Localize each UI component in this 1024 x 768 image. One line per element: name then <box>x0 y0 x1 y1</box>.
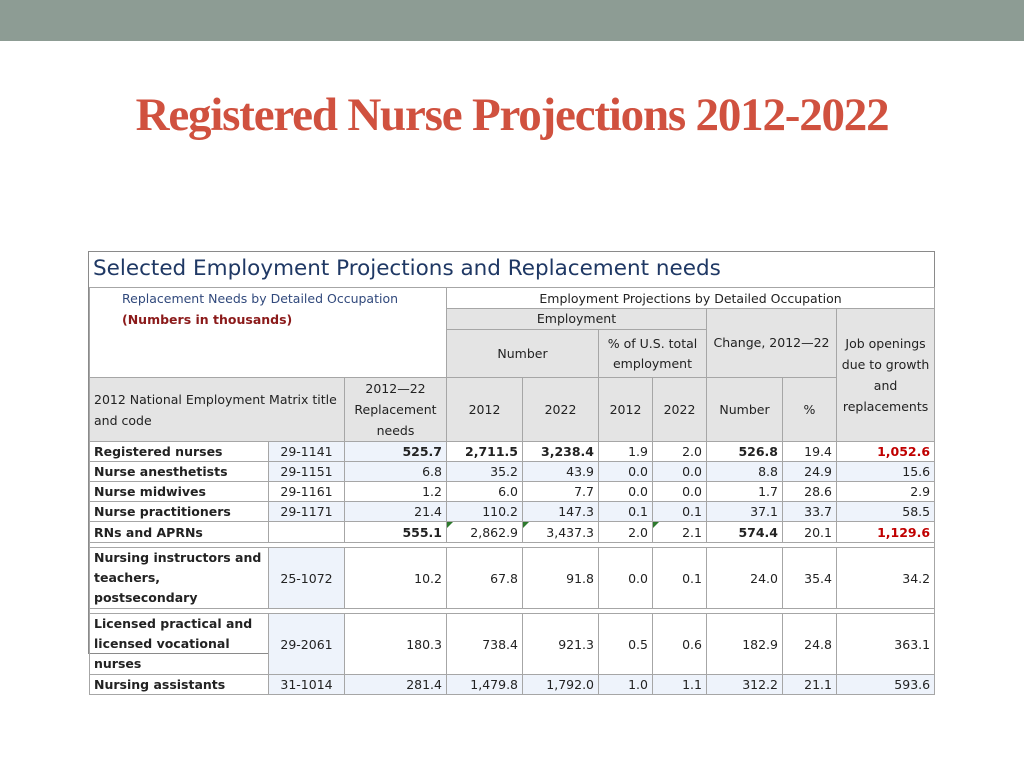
change-header: Change, 2012—22 <box>707 309 837 378</box>
row-pct-2012: 0.5 <box>599 614 653 675</box>
row-pct-2012: 0.0 <box>599 482 653 502</box>
row-replacement: 180.3 <box>345 614 447 675</box>
row-pct-2022: 0.6 <box>653 614 707 675</box>
row-openings: 58.5 <box>837 502 935 522</box>
row-replacement: 21.4 <box>345 502 447 522</box>
row-emp-2022: 3,437.3 <box>523 522 599 543</box>
table-row <box>90 522 935 543</box>
row-code: 29-1141 <box>269 442 345 462</box>
row-title: Nursing instructors and teachers, postsecondary <box>90 548 269 609</box>
row-emp-2022: 91.8 <box>523 548 599 609</box>
row-emp-2022: 7.7 <box>523 482 599 502</box>
table-row <box>90 614 935 675</box>
table-heading: Selected Employment Projections and Replacement needs <box>93 256 721 281</box>
row-title: Registered nurses <box>90 442 269 462</box>
table-row <box>90 675 935 695</box>
row-code: 31-1014 <box>269 675 345 695</box>
row-emp-2022: 147.3 <box>523 502 599 522</box>
row-emp-2012: 2,862.9 <box>447 522 523 543</box>
row-change-pct: 24.9 <box>783 462 837 482</box>
row-pct-2012: 0.0 <box>599 548 653 609</box>
row-code: 29-2061 <box>269 614 345 675</box>
row-code: 29-1171 <box>269 502 345 522</box>
row-openings: 34.2 <box>837 548 935 609</box>
row-emp-2022: 3,238.4 <box>523 442 599 462</box>
row-emp-2012: 35.2 <box>447 462 523 482</box>
emp-2022-header: 2022 <box>523 378 599 442</box>
row-openings: 1,129.6 <box>837 522 935 543</box>
row-emp-2012: 110.2 <box>447 502 523 522</box>
pct-2012-header: 2012 <box>599 378 653 442</box>
table-row <box>90 502 935 522</box>
row-emp-2012: 6.0 <box>447 482 523 502</box>
row-code <box>269 522 345 543</box>
row-emp-2012: 2,711.5 <box>447 442 523 462</box>
row-code: 25-1072 <box>269 548 345 609</box>
row-title: Licensed practical and licensed vocational nurses <box>90 614 269 675</box>
row-pct-2012: 2.0 <box>599 522 653 543</box>
row-change-number: 182.9 <box>707 614 783 675</box>
replacement-needs-header: 2012—22 Replacement needs <box>345 378 447 442</box>
row-change-number: 37.1 <box>707 502 783 522</box>
row-pct-2022: 0.1 <box>653 548 707 609</box>
table-row <box>90 548 935 609</box>
row-pct-2022: 0.0 <box>653 482 707 502</box>
row-change-number: 8.8 <box>707 462 783 482</box>
row-change-pct: 21.1 <box>783 675 837 695</box>
top-banner <box>0 0 1024 41</box>
row-openings: 593.6 <box>837 675 935 695</box>
row-pct-2022: 2.0 <box>653 442 707 462</box>
row-openings: 2.9 <box>837 482 935 502</box>
left-header-cell <box>90 288 447 378</box>
row-pct-2022: 0.1 <box>653 502 707 522</box>
row-change-pct: 33.7 <box>783 502 837 522</box>
row-change-pct: 20.1 <box>783 522 837 543</box>
row-title: Nurse practitioners <box>90 502 269 522</box>
row-pct-2012: 1.0 <box>599 675 653 695</box>
employment-header: Employment <box>447 309 707 330</box>
change-number-header: Number <box>707 378 783 442</box>
row-replacement: 555.1 <box>345 522 447 543</box>
right-header: Employment Projections by Detailed Occupation <box>447 288 935 309</box>
row-openings: 1,052.6 <box>837 442 935 462</box>
row-emp-2022: 43.9 <box>523 462 599 482</box>
number-header: Number <box>447 330 599 378</box>
row-openings: 363.1 <box>837 614 935 675</box>
left-header: Replacement Needs by Detailed Occupation <box>122 291 399 306</box>
row-title: Nursing assistants <box>90 675 269 695</box>
row-pct-2012: 0.0 <box>599 462 653 482</box>
row-change-pct: 19.4 <box>783 442 837 462</box>
matrix-title-header: 2012 National Employment Matrix title and code <box>90 378 345 442</box>
row-title: Nurse midwives <box>90 482 269 502</box>
row-change-pct: 35.4 <box>783 548 837 609</box>
row-replacement: 281.4 <box>345 675 447 695</box>
projections-table-image <box>88 251 935 692</box>
change-pct-header: % <box>783 378 837 442</box>
row-change-number: 1.7 <box>707 482 783 502</box>
row-pct-2022: 0.0 <box>653 462 707 482</box>
row-replacement: 525.7 <box>345 442 447 462</box>
row-pct-2012: 0.1 <box>599 502 653 522</box>
row-emp-2012: 1,479.8 <box>447 675 523 695</box>
job-openings-header: Job openings due to growth and replacements <box>837 309 935 442</box>
row-code: 29-1161 <box>269 482 345 502</box>
slide-title: Registered Nurse Projections 2012-2022 <box>135 89 889 141</box>
projections-table <box>89 287 935 695</box>
row-pct-2022: 1.1 <box>653 675 707 695</box>
table-row <box>90 482 935 502</box>
row-title: RNs and APRNs <box>90 522 269 543</box>
row-emp-2022: 921.3 <box>523 614 599 675</box>
row-title: Nurse anesthetists <box>90 462 269 482</box>
pct-total-header: % of U.S. total employment <box>599 330 707 378</box>
row-emp-2012: 738.4 <box>447 614 523 675</box>
row-change-number: 526.8 <box>707 442 783 462</box>
table-row <box>90 462 935 482</box>
row-emp-2022: 1,792.0 <box>523 675 599 695</box>
row-change-number: 312.2 <box>707 675 783 695</box>
row-pct-2022: 2.1 <box>653 522 707 543</box>
row-change-number: 574.4 <box>707 522 783 543</box>
table-row <box>90 442 935 462</box>
units-note: (Numbers in thousands) <box>122 312 293 327</box>
row-change-pct: 24.8 <box>783 614 837 675</box>
emp-2012-header: 2012 <box>447 378 523 442</box>
row-replacement: 10.2 <box>345 548 447 609</box>
row-change-number: 24.0 <box>707 548 783 609</box>
row-change-pct: 28.6 <box>783 482 837 502</box>
row-pct-2012: 1.9 <box>599 442 653 462</box>
row-openings: 15.6 <box>837 462 935 482</box>
row-replacement: 6.8 <box>345 462 447 482</box>
row-emp-2012: 67.8 <box>447 548 523 609</box>
row-code: 29-1151 <box>269 462 345 482</box>
row-replacement: 1.2 <box>345 482 447 502</box>
pct-2022-header: 2022 <box>653 378 707 442</box>
